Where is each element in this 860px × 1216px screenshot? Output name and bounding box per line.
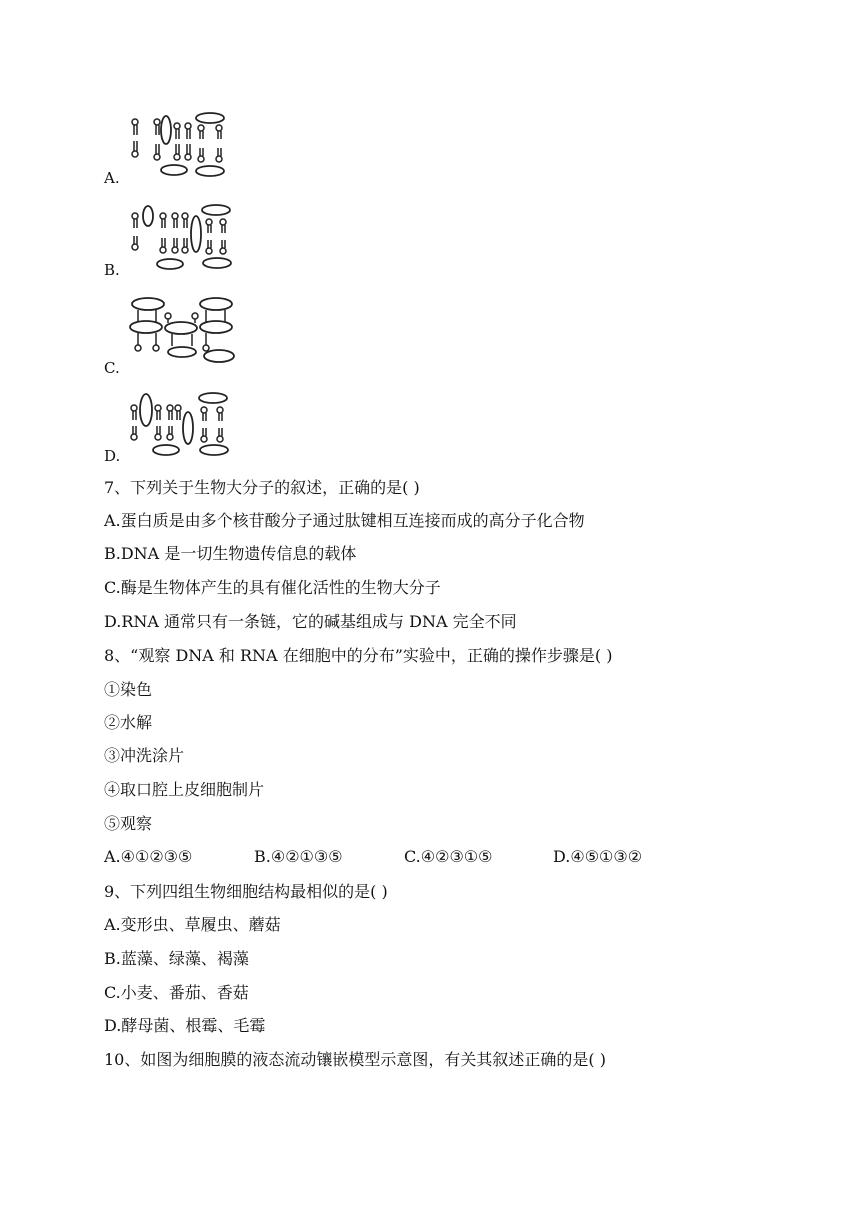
membrane-diagram-c <box>126 294 241 368</box>
q8-step-2: ②水解 <box>104 713 153 732</box>
q9-option-a[interactable]: A.变形虫、草履虫、蘑菇 <box>104 915 281 934</box>
q7-option-c[interactable]: C.酶是生物体产生的具有催化活性的生物大分子 <box>104 578 441 597</box>
q8-step-1: ①染色 <box>104 680 153 699</box>
q8-option-c[interactable]: C.④②③①⑤ <box>404 847 493 866</box>
q9-option-c[interactable]: C.小麦、番茄、香菇 <box>104 983 249 1002</box>
membrane-diagram-a <box>126 108 236 178</box>
q8-choices <box>104 846 724 868</box>
q7-stem: 7、下列关于生物大分子的叙述，正确的是( ) <box>104 478 420 497</box>
option-c-label: C. <box>104 359 120 377</box>
membrane-diagram-b <box>126 200 236 272</box>
q9-stem: 9、下列四组生物细胞结构最相似的是( ) <box>104 882 388 901</box>
q9-option-b[interactable]: B.蓝藻、绿藻、褐藻 <box>104 949 249 968</box>
q10-stem: 10、如图为细胞膜的液态流动镶嵌模型示意图，有关其叙述正确的是( ) <box>104 1050 606 1069</box>
q8-stem: 8、“观察 DNA 和 RNA 在细胞中的分布”实验中，正确的操作步骤是( ) <box>104 646 613 665</box>
q9-option-d[interactable]: D.酵母菌、根霉、毛霉 <box>104 1016 266 1035</box>
q8-step-3: ③冲洗涂片 <box>104 746 185 765</box>
q7-option-d[interactable]: D.RNA 通常只有一条链，它的碱基组成与 DNA 完全不同 <box>104 612 517 631</box>
option-d-label: D. <box>104 447 121 465</box>
q8-option-a[interactable]: A.④①②③⑤ <box>104 847 193 866</box>
option-a-label: A. <box>104 169 120 187</box>
membrane-diagram-d <box>126 388 236 460</box>
q7-option-b[interactable]: B.DNA 是一切生物遗传信息的载体 <box>104 544 357 563</box>
q8-step-4: ④取口腔上皮细胞制片 <box>104 780 265 799</box>
q8-option-d[interactable]: D.④⑤①③② <box>553 847 643 866</box>
q8-step-5: ⑤观察 <box>104 814 153 833</box>
q7-option-a[interactable]: A.蛋白质是由多个核苷酸分子通过肽键相互连接而成的高分子化合物 <box>104 511 585 530</box>
q8-option-b[interactable]: B.④②①③⑤ <box>254 847 343 866</box>
option-b-label: B. <box>104 261 120 279</box>
